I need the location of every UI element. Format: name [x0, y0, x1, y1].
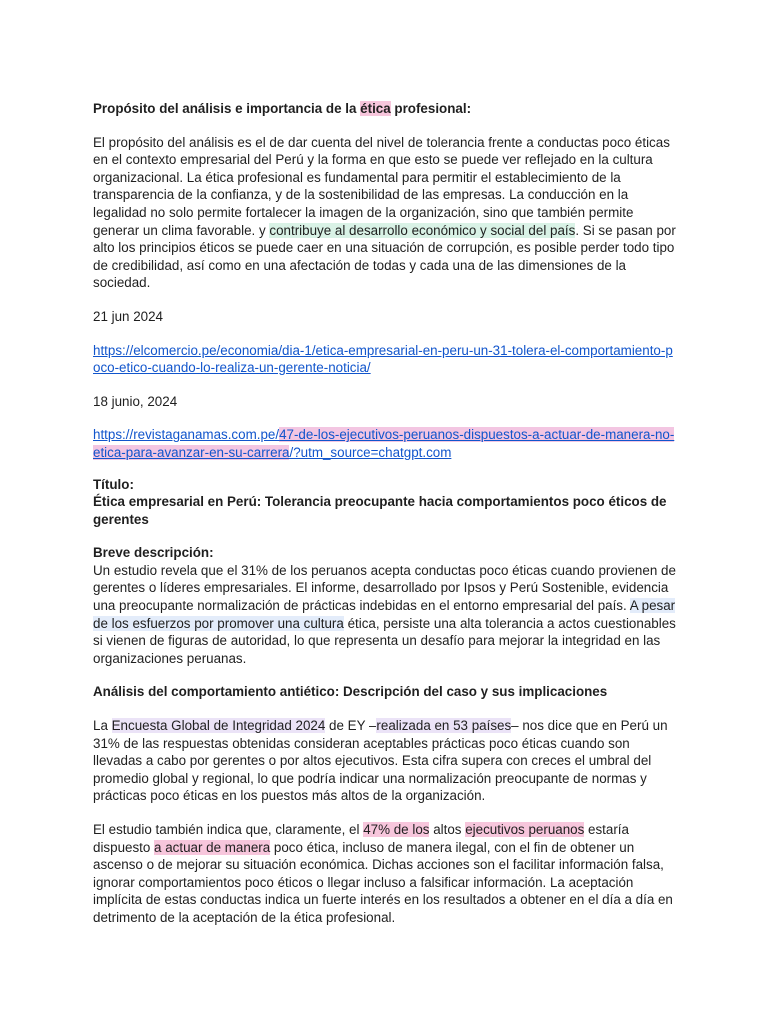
- highlight-47: 47% de los: [363, 822, 430, 837]
- analysis-text: estaría dispuesto: [93, 822, 629, 855]
- description-text-end: ética, persiste una alta tolerancia a actos cuestionables si vienen de figuras de autoridad, lo que representa un desafío para mejorar la integridad en las organizaciones peruanas.: [93, 615, 676, 666]
- heading-text-end: profesional:: [390, 101, 472, 116]
- highlight-paises: realizada en 53 países: [376, 718, 512, 734]
- section-heading-purpose: [93, 100, 676, 118]
- heading-text: Propósito del análisis e importancia de la: [93, 101, 361, 116]
- source-link-2-wrapper: [93, 426, 676, 461]
- link-highlight: 47-de-los-ejecutivos-peruanos-dispuestos-a-actuar-de-manera-no-etica-para-avanzar-en-su-carrera: [93, 427, 675, 460]
- highlight-encuesta: Encuesta Global de Integridad 2024: [111, 718, 326, 734]
- description-text: Un estudio revela que el 31% de los peruanos acepta conductas poco éticas cuando provienen de gerentes o líderes empresariales. El informe, desarrollado por Ipsos y Perú Sostenible, evidencia una preocupante normalización de prácticas indebidas en el entorno empresarial del país.: [93, 562, 676, 614]
- title-label: Título:: [93, 476, 134, 492]
- link-text-end: /?utm_source=chatgpt.com: [289, 444, 452, 460]
- source-date-1: 21 jun 2024: [93, 308, 163, 324]
- link-text: https://revistaganamas.com.pe/: [93, 427, 280, 443]
- purpose-paragraph: [93, 134, 676, 292]
- paragraph-text-end: . Si se pasan por alto los principios éticos se puede caer en una situación de corrupción, es posible perder todo tipo de credibilidad, así como en una afectación de todas y cada una de las dimensiones de la sociedad.: [93, 222, 676, 291]
- description-paragraph: [93, 562, 676, 668]
- source-date-2: 18 junio, 2024: [93, 393, 178, 409]
- description-label: Breve descripción:: [93, 545, 214, 561]
- source-link-1[interactable]: https://elcomercio.pe/economia/dia-1/etica-empresarial-en-peru-un-31-tolera-el-comportamiento-poco-etico-cuando-lo-realiza-un-gerente-noticia/: [93, 342, 673, 376]
- analysis-paragraph-1: [93, 717, 676, 805]
- analysis-heading: Análisis del comportamiento antiético: Descripción del caso y sus implicaciones: [93, 684, 608, 700]
- highlight-cultura: A pesar de los esfuerzos por promover una cultura: [93, 598, 676, 631]
- analysis-text-end: poco ética, incluso de manera ilegal, con el fin de obtener un ascenso o de mejorar su situación económica. Dichas acciones son el facilitar información falsa, ignorar comportamientos poco éticos o llegar incluso a falsificar información. La aceptación implícita de estas conductas indica un fuerte interés en los resultados a obtener en el día a día en detrimento de la aceptación de la ética profesional.: [93, 839, 673, 925]
- highlight-contribuye: contribuye al desarrollo económico y social del país: [269, 222, 576, 238]
- source-link-2[interactable]: [93, 427, 674, 460]
- analysis-text-end: – nos dice que en Perú un 31% de las respuestas obtenidas consideran aceptables prácticas poco éticas cuando son llevadas a cabo por gerentes o por altos ejecutivos. Esta cifra supera con creces el umbral del promedio global y regional, lo que podría indicar una normalización preocupante de normas y prácticas poco éticas en los puestos más altos de la organización.: [93, 718, 668, 804]
- highlight-actuar: a actuar de manera: [154, 839, 271, 855]
- paragraph-text: El propósito del análisis es el de dar cuenta del nivel de tolerancia frente a conductas poco éticas en el contexto empresarial del Perú y la forma en que esto se puede ver reflejado en la cultura organizacional. La ética profesional es fundamental para permitir el establecimiento de la transparencia de la confianza, y de la sostenibilidad de las empresas. La conducción en la legalidad no solo permite fortalecer la imagen de la organización, sino que también permite generar un clima favorable. y: [93, 134, 670, 238]
- source-link-1-wrapper: [93, 342, 676, 377]
- analysis-text: de EY –: [325, 718, 377, 734]
- analysis-text: altos: [429, 822, 466, 837]
- highlight-etica: ética: [360, 101, 391, 116]
- analysis-text: El estudio también indica que, claramente, el: [93, 822, 364, 837]
- highlight-ejecutivos: ejecutivos peruanos: [465, 822, 585, 837]
- analysis-text: La: [93, 718, 112, 734]
- analysis-paragraph-2: [93, 821, 676, 927]
- title-text: Ética empresarial en Perú: Tolerancia preocupante hacia comportamientos poco éticos de gerentes: [93, 494, 667, 527]
